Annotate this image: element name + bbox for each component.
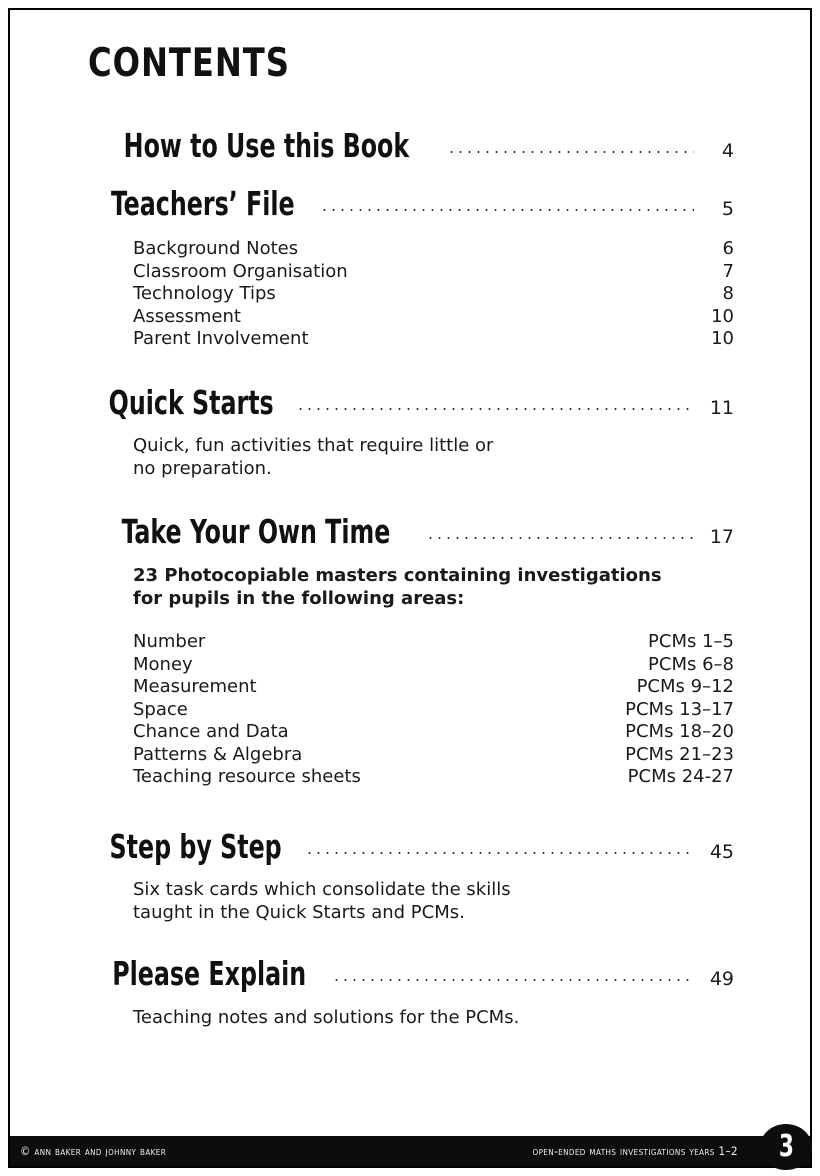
subitem-label: Classroom Organisation [133, 260, 348, 282]
toc-entry-title: How to Use this Book [123, 126, 410, 165]
toc-entry-title: Quick Starts [108, 382, 274, 422]
list-item[interactable] [133, 238, 734, 261]
please-explain-description [133, 1006, 693, 1029]
pcm-range: PCMs 6–8 [648, 653, 734, 675]
list-item[interactable] [133, 699, 734, 722]
toc-entry-title: Step by Step [109, 826, 282, 866]
quick-starts-description [133, 434, 693, 480]
pcm-label: Money [133, 653, 193, 675]
description-line: for pupils in the following areas: [133, 588, 465, 609]
pcm-label: Chance and Data [133, 721, 289, 742]
pcm-range: PCMs 1–5 [648, 631, 734, 652]
subitem-page: 6 [722, 238, 734, 260]
toc-entry-page: 5 [721, 197, 734, 220]
subitem-page: 10 [711, 328, 734, 350]
list-item[interactable] [133, 766, 734, 789]
toc-entry-quick-starts[interactable] [88, 382, 734, 422]
pcm-range: PCMs 9–12 [636, 676, 734, 697]
footer-copyright: © ann baker and johnny baker [20, 1144, 167, 1158]
dot-leader [332, 969, 694, 985]
toc-entry-page: 49 [709, 968, 734, 991]
pcm-label: Patterns & Algebra [133, 743, 303, 765]
list-item[interactable] [133, 261, 734, 284]
footer-book-title: open-ended maths investigations years 1–2 [532, 1144, 738, 1158]
list-item[interactable] [133, 654, 734, 677]
pcm-label: Measurement [133, 676, 257, 697]
list-item[interactable] [133, 744, 734, 767]
subitem-label: Background Notes [133, 238, 299, 260]
pcm-range: PCMs 13–17 [625, 698, 734, 720]
subitem-label: Assessment [133, 305, 241, 327]
pcm-range: PCMs 21–23 [625, 743, 734, 765]
step-by-step-description [133, 878, 693, 924]
toc-entry-title: Please Explain [112, 954, 307, 994]
dot-leader [296, 398, 694, 414]
dot-leader [305, 842, 694, 858]
description-line: no preparation. [133, 458, 272, 480]
pcm-range: PCMs 18–20 [625, 721, 734, 742]
pcm-label: Space [133, 698, 188, 720]
toc-entry-please-explain[interactable] [88, 956, 734, 992]
toc-entry-step-by-step[interactable] [88, 826, 734, 866]
toc-entry-teachers-file[interactable] [88, 183, 734, 223]
list-item[interactable] [133, 328, 734, 351]
teachers-file-subitems [88, 238, 734, 351]
subitem-page: 8 [722, 283, 734, 305]
page-number: 3 [778, 1129, 794, 1164]
description-line: Quick, fun activities that require little or [133, 435, 494, 457]
pcm-label: Teaching resource sheets [133, 766, 361, 787]
pcm-label: Number [133, 631, 206, 652]
pcm-list [88, 631, 734, 789]
toc-entry-title: Take Your Own Time [121, 512, 391, 552]
take-your-own-time-description [133, 564, 693, 610]
subitem-label: Technology Tips [133, 283, 276, 305]
dot-leader [320, 199, 694, 215]
list-item[interactable] [133, 283, 734, 306]
list-item[interactable] [133, 631, 734, 654]
subitem-label: Parent Involvement [133, 328, 309, 350]
toc-entry-how-to-use-this-book[interactable] [88, 128, 734, 164]
contents-body [88, 0, 734, 1029]
list-item[interactable] [133, 676, 734, 699]
dot-leader [447, 141, 694, 157]
toc-entry-take-your-own-time[interactable] [88, 514, 734, 550]
dot-leader [426, 527, 694, 543]
list-item[interactable] [133, 721, 734, 744]
subitem-page: 10 [711, 305, 734, 327]
subitem-page: 7 [722, 260, 734, 282]
toc-entry-page: 17 [709, 526, 734, 549]
toc-entry-title: Teachers’ File [110, 183, 295, 223]
page-number-tab [760, 1124, 812, 1170]
page-title: contents [88, 25, 290, 90]
toc-entry-page: 11 [709, 396, 734, 419]
page-footer [10, 1136, 810, 1166]
description-line: 23 Photocopiable masters containing investigations [133, 565, 662, 586]
toc-entry-page: 4 [721, 140, 734, 162]
pcm-range: PCMs 24-27 [627, 766, 734, 787]
toc-entry-page: 45 [709, 840, 734, 863]
description-line: taught in the Quick Starts and PCMs. [133, 902, 465, 924]
list-item[interactable] [133, 306, 734, 329]
description-line: Teaching notes and solutions for the PCMs. [133, 1006, 520, 1028]
description-line: Six task cards which consolidate the skills [133, 879, 511, 901]
